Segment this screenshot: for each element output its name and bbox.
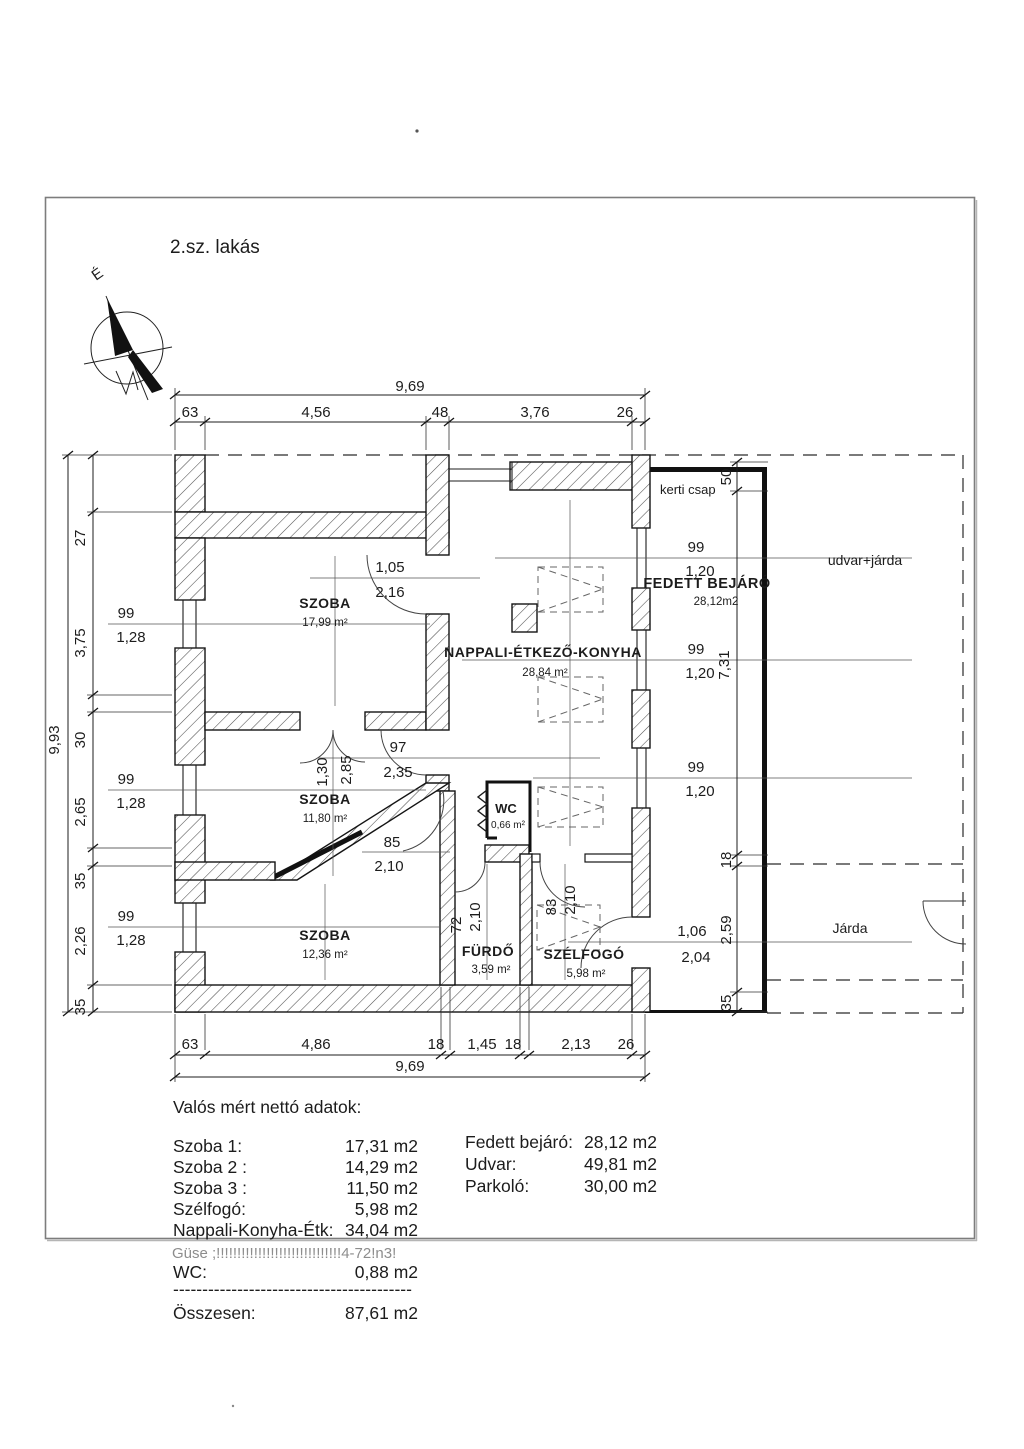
room-szoba1-area: 17,99 m²: [302, 617, 348, 629]
dim-left-3: 30: [72, 731, 89, 749]
scan-speck-top: [415, 129, 418, 132]
gate-symbol: [923, 901, 966, 944]
row-szoba2-label: Szoba 2 :: [173, 1157, 247, 1177]
door-diag-w: 85: [383, 834, 401, 851]
row-szoba3-value: 11,50 m2: [346, 1178, 418, 1198]
row-total-value: 87,61 m2: [345, 1303, 418, 1323]
door-double-h: 2,85: [338, 755, 355, 785]
room-nappali-name: NAPPALI-ÉTKEZŐ-KONYHA: [444, 644, 642, 660]
area-table: [172, 1097, 657, 1323]
udvar-jarda-label: udvar+járda: [827, 552, 903, 568]
jarda-label: Járda: [832, 920, 868, 936]
dim-left-2: 3,75: [72, 628, 89, 658]
window-e1-sill: 1,20: [685, 563, 715, 580]
leader-lines: [108, 500, 912, 980]
room-labels: [299, 574, 770, 980]
west-window-labels: [116, 605, 145, 949]
dim-right-3: 18: [718, 851, 735, 869]
dim-left-6: 2,26: [72, 926, 89, 956]
room-szoba3-name: SZOBA: [299, 927, 351, 943]
dim-bot-3: 18: [427, 1036, 445, 1053]
door-diag-h: 2,10: [374, 858, 404, 875]
row-udvar-label: Udvar:: [465, 1154, 517, 1174]
room-szoba2-name: SZOBA: [299, 791, 351, 807]
dim-top-2: 4,56: [301, 404, 331, 421]
north-arrow-blade: [107, 298, 133, 356]
dim-left-1: 27: [72, 529, 89, 547]
row-szoba1-value: 17,31 m2: [345, 1136, 418, 1156]
row-wc-value: 0,88 m2: [354, 1262, 418, 1282]
dim-bottom-total: 9,69: [395, 1058, 425, 1075]
row-szelfogo-label: Szélfogó:: [173, 1199, 246, 1219]
dim-top-5: 26: [616, 404, 634, 421]
door-szelfogo-w: 83: [543, 898, 560, 916]
room-wc-name: WC: [495, 801, 517, 816]
window-e3-width: 99: [687, 759, 705, 776]
dim-top-4: 3,76: [520, 404, 550, 421]
window-w1-width: 99: [117, 605, 135, 622]
window-w3-width: 99: [117, 908, 135, 925]
room-szelfogo-area: 5,98 m²: [566, 968, 606, 980]
door-furdo-h: 2,10: [467, 902, 484, 932]
dim-bot-7: 26: [617, 1036, 635, 1053]
door-furdo-w: 72: [448, 916, 465, 934]
row-fedett-value: 28,12 m2: [584, 1132, 657, 1152]
table-header: Valós mért nettó adatok:: [173, 1097, 362, 1117]
room-fedett-bejaro-name: FEDETT BEJÁRÓ: [643, 576, 771, 592]
room-nappali-area: 28,84 m²: [522, 667, 568, 679]
walls: [175, 455, 650, 1012]
door-szelfogo-h: 2,10: [562, 885, 579, 915]
window-w2-sill: 1,28: [116, 795, 146, 812]
door-szoba1-w: 1,05: [375, 559, 405, 576]
window-w3-sill: 1,28: [116, 932, 146, 949]
row-szoba1-label: Szoba 1:: [173, 1136, 243, 1156]
row-szoba2-value: 14,29 m2: [345, 1157, 418, 1177]
room-furdo-name: FÜRDŐ: [461, 943, 515, 959]
dim-left-4: 2,65: [72, 797, 89, 827]
page-title: 2.sz. lakás: [170, 237, 260, 258]
window-e2-width: 99: [687, 641, 705, 658]
door-hall-w: 97: [389, 739, 407, 756]
row-wc-label: WC:: [173, 1262, 208, 1282]
row-parkolo-value: 30,00 m2: [584, 1176, 657, 1196]
row-szoba3-label: Szoba 3 :: [173, 1178, 247, 1198]
table-separator: -----------------------------------------: [173, 1279, 412, 1299]
dim-left-total: 9,93: [46, 725, 63, 755]
row-szelfogo-value: 5,98 m2: [354, 1199, 418, 1219]
window-e3-sill: 1,20: [685, 783, 715, 800]
room-szoba1-name: SZOBA: [299, 595, 351, 611]
dim-left-5: 35: [72, 872, 89, 890]
row-parkolo-label: Parkoló:: [465, 1176, 530, 1196]
scan-noise-line: Güse ;!!!!!!!!!!!!!!!!!!!!!!!!!!!!!!4-72!n3!: [172, 1245, 397, 1262]
right-dimensions: [716, 469, 735, 1012]
room-szoba3-area: 12,36 m²: [302, 949, 348, 961]
dim-bot-6: 2,13: [561, 1036, 591, 1053]
window-e2-sill: 1,20: [685, 665, 715, 682]
room-wc-area: 0,66 m²: [491, 820, 525, 831]
kerti-csap-label: kerti csap: [660, 482, 716, 497]
dim-bot-2: 4,86: [301, 1036, 331, 1053]
door-hall-h: 2,35: [383, 764, 413, 781]
kitchen-column: [512, 604, 537, 632]
dim-top-total: 9,69: [395, 378, 425, 395]
dim-right-4: 2,59: [718, 915, 735, 945]
wc-walls: [487, 782, 530, 852]
door-double-w: 1,30: [314, 757, 331, 787]
entry-door-width: 1,06: [677, 923, 707, 940]
window-w1-sill: 1,28: [116, 629, 146, 646]
room-szoba2-area: 11,80 m²: [302, 813, 348, 825]
row-fedett-label: Fedett bejáró:: [465, 1132, 573, 1152]
scan-speck-bottom: [232, 1405, 234, 1407]
dim-right-2: 7,31: [716, 650, 733, 680]
dim-bot-1: 63: [181, 1036, 199, 1053]
dim-bot-5: 18: [504, 1036, 522, 1053]
dim-top-1: 63: [181, 404, 199, 421]
room-furdo-area: 3,59 m²: [471, 964, 511, 976]
north-arrow: [84, 265, 172, 400]
door-szoba1-h: 2,16: [375, 584, 405, 601]
room-fedett-bejaro-area: 28,12m2: [693, 596, 739, 608]
window-w2-width: 99: [117, 771, 135, 788]
dim-left-7: 35: [72, 998, 89, 1016]
north-label: É: [88, 264, 107, 285]
row-nappali-label: Nappali-Konyha-Étk:: [173, 1220, 334, 1240]
window-e1-width: 99: [687, 539, 705, 556]
room-szelfogo-name: SZÉLFOGÓ: [543, 946, 625, 962]
row-total-label: Összesen:: [173, 1303, 256, 1323]
dim-right-5: 35: [718, 994, 735, 1012]
dim-bot-4: 1,45: [467, 1036, 497, 1053]
top-dimensions: [182, 378, 634, 421]
dim-top-3: 48: [431, 404, 449, 421]
entry-door-height: 2,04: [681, 949, 711, 966]
row-udvar-value: 49,81 m2: [584, 1154, 657, 1174]
row-nappali-value: 34,04 m2: [345, 1220, 418, 1240]
dim-right-1: 50: [718, 468, 735, 486]
